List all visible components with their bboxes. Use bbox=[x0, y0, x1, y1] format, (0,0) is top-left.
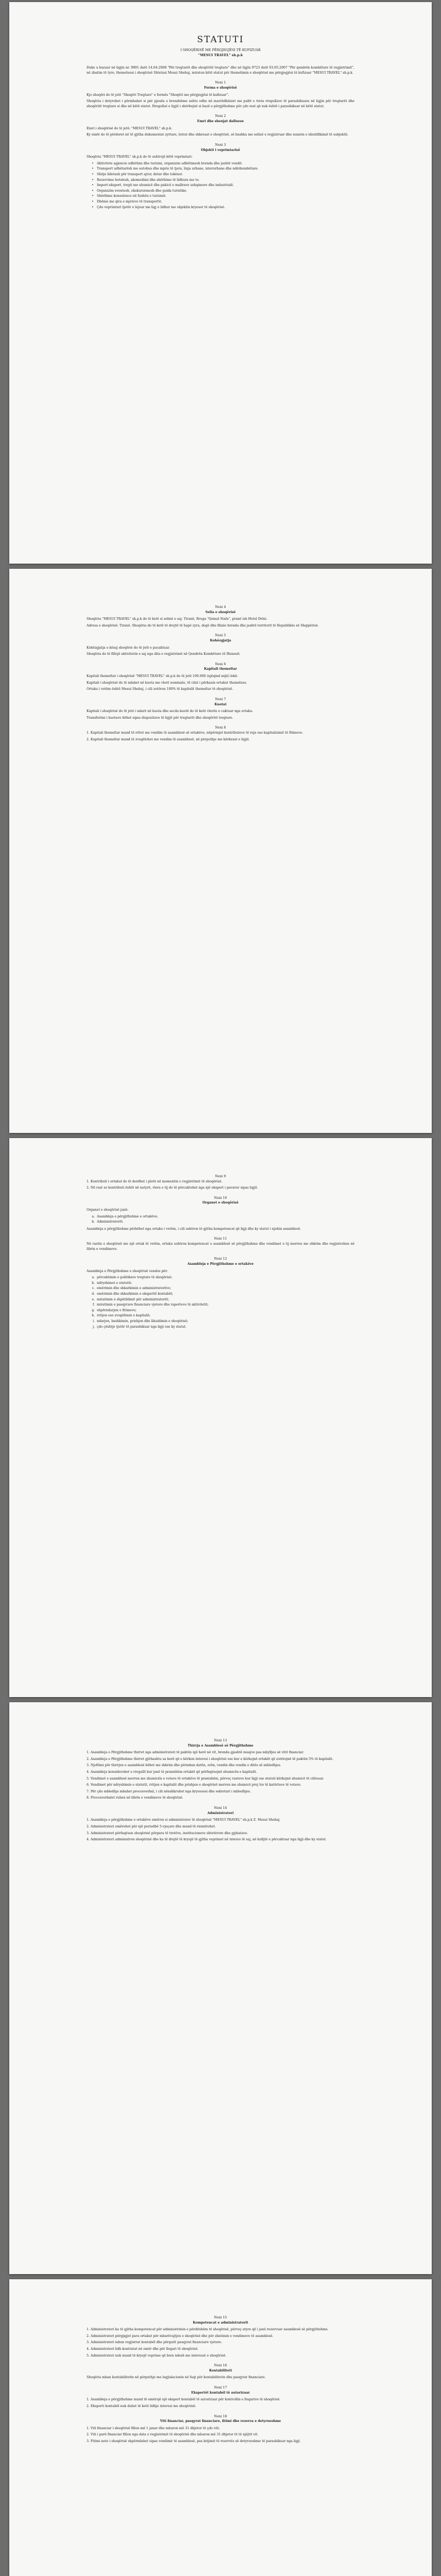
article-section bbox=[87, 1236, 354, 1251]
article-number: Neni 6 bbox=[215, 662, 226, 666]
article-number: Neni 16 bbox=[214, 2364, 227, 2368]
page-5 bbox=[9, 2279, 432, 2576]
article-number: Neni 5 bbox=[215, 634, 226, 638]
article-paragraph: Ortaku i vetëm është Mesui Shehaj, i cili zotëron 100% të kapitalit themeltar të shoqërisë. bbox=[87, 687, 233, 691]
article-title: Selia e shoqërisë bbox=[205, 610, 236, 614]
article-section bbox=[87, 633, 354, 656]
articles-container bbox=[87, 80, 354, 210]
list-item: d. emërimin dhe shkarkimin e ekspertit kontabël; bbox=[96, 1292, 354, 1297]
list-item: j. çdo çështje tjetër të parashikuar nga ligji ose ky statut. bbox=[96, 1325, 354, 1330]
list-item: • Organizim eventesh, ekskursionesh dhe guida turistike. bbox=[96, 189, 354, 194]
article-number: Neni 11 bbox=[214, 1237, 227, 1241]
article-paragraph: Kapitali themeltar i shoqërisë "MESUI TRAVEL" sh.p.k do të jetë 100.000 (njëqind mijë) lekë. bbox=[87, 674, 239, 679]
article-title: Administratori bbox=[207, 1811, 234, 1815]
article-paragraph: 2. Kapitali themeltar mund të zvogëlohet me vendim të asamblesë, në përputhje me kërkesat e ligjit. bbox=[87, 737, 250, 741]
article-paragraph: Shoqëria "MESUI TRAVEL" sh.p.k do të ushtrojë këtë veprimtari: bbox=[87, 155, 193, 159]
article-paragraph: 4. Administratori administron shoqërinë dhe ka të drejtë të kryejë të gjitha veprimet në interes të saj, në kufijtë e përcaktuar nga ligji dhe ky statut. bbox=[87, 1838, 327, 1842]
article-title: Kontabiliteti bbox=[209, 2368, 232, 2372]
articles-container bbox=[87, 1174, 354, 1329]
article-number: Neni 8 bbox=[215, 726, 226, 730]
article-paragraph: 1. Asambleja e Përgjithshme thirret nga administratori të paktën një herë në vit, brenda gjashtë muajve pas mbylljes së vitit financiar. bbox=[87, 1751, 304, 1755]
list-item: • Aktivitete agjencie udhëtimi dhe turizmi, organizim udhëtimesh brenda dhe jashtë vendit. bbox=[96, 161, 354, 166]
list-item: • Import-eksport, tregti me shumicë dhe pakicë e mallrave ushqimore dhe industrialë. bbox=[96, 183, 354, 188]
intro-paragraph: Duke u bazuar në ligjin nr. 9901 datë 14.04.2008 "Për tregtarët dhe shoqëritë tregtare" dhe në ligjin 9723 datë 03.05.2007 "Për qendrën kombëtare të regjistrimit", në zbatim të tyre, themeluesi i shoqërisë Shtetasi Mesui Shehaj, miraton këtë statut për themelimin e shoqërisë me përgjegjësi të kufizuar "MESUI TRAVEL" sh.p.k. bbox=[87, 66, 354, 75]
document bbox=[0, 2, 441, 2576]
article-paragraph: Shoqëria do të fillojë aktivitetin e saj nga dita e regjistrimit në Qendrën Kombëtare të Biznesit. bbox=[87, 652, 241, 656]
article-paragraph: Shoqëria mban kontabilitetin në përputhje me legjislacionin në fuqi për kontabilitetin dhe pasqyrat financiare. bbox=[87, 2376, 266, 2380]
document-title: STATUTI bbox=[197, 35, 244, 45]
article-paragraph: Emri i shoqërisë do të jetë: "MESUI TRAVEL" sh.p.k. bbox=[87, 126, 173, 130]
article-numbered-list bbox=[87, 1214, 354, 1225]
article-number: Neni 10 bbox=[214, 1196, 227, 1200]
article-section bbox=[87, 1174, 354, 1191]
list-item: a. Asambleja e përgjithshme e ortakëve; bbox=[96, 1214, 354, 1219]
article-title: Forma e shoqërisë bbox=[204, 86, 237, 90]
article-title: Kohëzgjatja bbox=[210, 639, 231, 643]
article-section bbox=[87, 1738, 354, 1801]
document-subtitle: I SHOQËRISË ME PËRGJEGJËSI TË KUFIZUAR bbox=[180, 48, 261, 53]
article-paragraph: Asambleja e Përgjithshme e shoqërisë vendos për: bbox=[87, 1269, 168, 1273]
article-section bbox=[87, 143, 354, 210]
page-4 bbox=[9, 1702, 432, 2274]
article-section bbox=[87, 1196, 354, 1232]
article-paragraph: Shoqëria i detyrohet i përmbahet si për pjesën e brendshme ashtu edhe në marrëdhëniet me palët e treta rregullave të parashikuara në ligjin për tregtarët dhe shoqëritë tregtare si dhe në këtë statut. Rregullat e ligjit i shërbejnë si bazë e përgjithshme për çdo rast që nuk është i parashikuar në këtë statut. bbox=[87, 99, 354, 108]
article-paragraph: 2. Eksperti kontabël nuk duhet të ketë lidhje interesi me shoqërinë. bbox=[87, 2404, 196, 2408]
article-paragraph: 7. Për çdo mbledhje mbahet procesverbal, i cili nënshkruhet nga kryesuesi dhe sekretari i mbledhjes. bbox=[87, 1789, 251, 1793]
list-item: • Shitje biletash për transport ajror, detar dhe tokësor. bbox=[96, 172, 354, 177]
article-title: Thirrja e Asamblesë së Përgjithshme bbox=[188, 1743, 253, 1748]
article-paragraph: Kohëzgjatja e kësaj shoqërie do të jetë e pacaktuar. bbox=[87, 646, 170, 650]
article-paragraph: Kjo shoqëri do të jetë "Shoqëri Tregtare" e formës "Shoqëri me përgjegjësi të kufizuar". bbox=[87, 93, 229, 97]
article-paragraph: 1. Asambleja e përgjithshme mund të emërojë një ekspert kontabël të autorizuar për kontrollin e llogarive të shoqërisë. bbox=[87, 2398, 281, 2402]
article-paragraph: Ky emër do të përdoret në të gjitha dokumentat zyrtare, letrat dhe shkresat e shoqërisë, së bashku me selinë e regjistruar dhe numrin e identifikimit të subjektit. bbox=[87, 133, 349, 137]
list-item: • Dhënie me qira e mjeteve të transportit. bbox=[96, 199, 354, 205]
article-section bbox=[87, 80, 354, 109]
list-item: • Rezervime hotelesh, akomodimi dhe shërbime të lidhura me to. bbox=[96, 178, 354, 183]
list-item: e. miratimin e shpërblimit për administratorët; bbox=[96, 1297, 354, 1302]
list-item: a. përcaktimin e politikave tregtare të shoqërisë; bbox=[96, 1275, 354, 1280]
article-number: Neni 15 bbox=[214, 2316, 227, 2319]
article-number: Neni 18 bbox=[214, 2414, 227, 2418]
list-item: • Çdo veprimtari tjetër e lejuar me ligj e lidhur me objektin kryesor të shoqërisë. bbox=[96, 205, 354, 210]
article-paragraph: 3. Administratori mban regjistrat kontabël dhe përgatit pasqyrat financiare vjetore. bbox=[87, 2341, 222, 2345]
article-number: Neni 14 bbox=[214, 1806, 227, 1810]
article-section bbox=[87, 662, 354, 692]
article-title: Kuotat bbox=[214, 702, 227, 706]
list-item: b. Administratorët. bbox=[96, 1219, 354, 1225]
article-title: Ekspertët kontabël të autorizuar bbox=[191, 2391, 250, 2395]
article-paragraph: 3. Administratori përfaqëson shoqërinë përpara të tretëve, institucioneve shtetërore dhe gjykatave. bbox=[87, 1831, 248, 1835]
list-item: i. ndarjen, bashkimin, prishjen dhe likuidimin e shoqërisë; bbox=[96, 1319, 354, 1324]
article-numbered-list bbox=[87, 1275, 354, 1329]
article-paragraph: 1. Asambleja e përgjithshme e ortakëve emëron si administrator të shoqërisë "MESUI TRAVEL" sh.p.k Z. Mesui Shehaj. bbox=[87, 1818, 281, 1822]
page-3 bbox=[9, 1138, 432, 1697]
article-paragraph: Kapitali i shoqërisë do të ndahet në kuota me vlerë nominale, të cilat i përkasin ortakut themelues. bbox=[87, 681, 247, 685]
article-title: Emri dhe shenjat dalluese bbox=[197, 120, 244, 124]
article-paragraph: Shoqëria "MESUI TRAVEL" sh.p.k do të ketë si selinë e saj: Tiranë, Rruga "Qemal Stafa", pranë ish Hotel Drini. bbox=[87, 617, 267, 621]
article-section bbox=[87, 725, 354, 742]
article-paragraph: Në rastin e shoqërisë me një ortak të vetëm, ortaku ushtron kompetencat e asamblesë së përgjithshme dhe vendimet e tij merren me shkrim dhe regjistrohen në librin e vendimeve. bbox=[87, 1242, 354, 1251]
page-1 bbox=[9, 2, 432, 564]
article-paragraph: 4. Asambleja konsiderohet e rregullt kur janë të pranishëm ortakët që përfaqësojnë shumicën e kapitalit. bbox=[87, 1770, 257, 1774]
article-number: Neni 3 bbox=[215, 143, 226, 147]
article-paragraph: Organet e shoqërisë janë: bbox=[87, 1208, 128, 1212]
article-paragraph: Asambleja e përgjithshme përbëhet nga ortaku i vetëm, i cili ushtron të gjitha kompetencat që ligji dhe ky statut i njohin asamblesë. bbox=[87, 1227, 301, 1231]
articles-container bbox=[87, 2315, 354, 2444]
article-paragraph: 5. Vendimet e asamblesë merren me shumicën e votave të ortakëve të pranishëm, përveç rasteve kur ligji ose statuti kërkojnë shumicë të cilësuar. bbox=[87, 1776, 324, 1781]
article-paragraph: Kapitali i shoqërisë do të jetë i ndarë në kuota dhe secila kuotë do të ketë vlerën e caktuar nga ortaku. bbox=[87, 709, 253, 714]
article-paragraph: 6. Vendimet për ndryshimin e statutit, rritjen e kapitalit dhe prishjen e shoqërisë merren me shumicë prej tre të katërtave të votave. bbox=[87, 1783, 301, 1787]
articles-container bbox=[87, 605, 354, 742]
article-paragraph: 4. Administratori lidh kontratat në emër dhe për llogari të shoqërisë. bbox=[87, 2347, 199, 2351]
article-paragraph: 1. Kontributi i ortakut do të derdhet i plotë në momentin e regjistrimit të shoqërisë. bbox=[87, 1179, 223, 1183]
article-paragraph: 3. Fitimi neto i shoqërisë shpërndahet sipas vendimit të asamblesë, pas krijimit të rezervës së detyrueshme të parashikuar nga ligji. bbox=[87, 2439, 301, 2443]
article-number: Neni 13 bbox=[214, 1739, 227, 1742]
article-number: Neni 12 bbox=[214, 1257, 227, 1261]
article-paragraph: 2. Viti i parë financiar fillon nga data e regjistrimit të shoqërisë dhe mbaron më 31 dhjetor të të njëjtit vit. bbox=[87, 2433, 259, 2437]
article-title: Viti financiar, pasqyrat financiare, fitimi dhe rezerva e detyrueshme bbox=[160, 2419, 281, 2424]
article-title: Kapitali themeltar bbox=[203, 667, 238, 671]
article-number: Neni 2 bbox=[215, 114, 226, 118]
list-item: h. rritjen ose zvogëlimin e kapitalit; bbox=[96, 1313, 354, 1318]
company-name: "MESUI TRAVEL" sh.p.k bbox=[198, 53, 243, 58]
article-number: Neni 4 bbox=[215, 605, 226, 609]
article-paragraph: 2. Asambleja e Përgjithshme thirret gjithashtu sa herë që e kërkon interesi i shoqërisë ose kur e kërkojnë ortakët që zotërojnë të paktën 5% të kapitalit. bbox=[87, 1757, 333, 1761]
article-section bbox=[87, 2414, 354, 2444]
list-item: • Shërbime konsulence në fushën e turizmit. bbox=[96, 194, 354, 199]
article-section bbox=[87, 1806, 354, 1842]
article-title: Organet e shoqërisë bbox=[202, 1201, 239, 1205]
article-paragraph: 2. Administratori emërohet për një periudhë 5-vjeçare dhe mund të riemërohet. bbox=[87, 1824, 216, 1828]
article-paragraph: 2. Administratori përgjigjet para ortakut për mbarëvajtjen e shoqërisë dhe për zbatimin e vendimeve të asamblesë. bbox=[87, 2334, 274, 2338]
list-item: • Transport udhëtarësh me autobus dhe mjete të tjera, linja urbane, interurbane dhe ndërkombëtare. bbox=[96, 166, 354, 172]
article-title: Objekti i veprimtarisë bbox=[201, 148, 240, 152]
article-section bbox=[87, 114, 354, 137]
article-number: Neni 9 bbox=[215, 1175, 226, 1178]
article-number: Neni 7 bbox=[215, 697, 226, 701]
list-item: c. emërimin dhe shkarkimin e administratorëve; bbox=[96, 1286, 354, 1291]
article-paragraph: 3. Njoftimi për thirrjen e asamblesë bëhet me shkrim dhe përmban datën, orën, vendin dhe rendin e ditës së mbledhjes. bbox=[87, 1764, 281, 1768]
article-title: Kompetencat e administratorit bbox=[193, 2320, 248, 2325]
article-paragraph: 2. Në rast se kontributi është në natyrë, vlera e tij do të përcaktohet nga një ekspert i pavarur sipas ligjit. bbox=[87, 1186, 258, 1190]
article-number: Neni 1 bbox=[215, 81, 226, 85]
article-paragraph: Adresa e shoqërisë: Tiranë. Shoqëria do të ketë të drejtë të hapë zyra, degë dhe filiale brenda dhe jashtë territorit të Republikës së Shqipërisë. bbox=[87, 623, 319, 628]
article-section bbox=[87, 2315, 354, 2358]
article-section bbox=[87, 1257, 354, 1329]
article-paragraph: 1. Kapitali themeltar mund të rritet me vendim të asamblesë së ortakëve, nëpërmjet kontributeve të reja ose kapitalizimit të fitimeve. bbox=[87, 731, 303, 735]
list-item: f. miratimin e pasqyrave financiare vjetore dhe raporteve të aktivitetit; bbox=[96, 1302, 354, 1308]
article-paragraph: 8. Procesverbalet ruhen në librin e vendimeve të shoqërisë. bbox=[87, 1796, 183, 1800]
article-paragraph: 1. Viti financiar i shoqërisë fillon më 1 janar dhe mbaron më 31 dhjetor të çdo viti. bbox=[87, 2426, 220, 2430]
article-paragraph: 5. Administratori nuk mund të kryejë veprime që bien ndesh me interesat e shoqërisë. bbox=[87, 2353, 227, 2358]
list-item: b. ndryshimet e statutit; bbox=[96, 1281, 354, 1286]
article-number: Neni 17 bbox=[214, 2386, 227, 2390]
article-section bbox=[87, 697, 354, 720]
article-paragraph: 1. Administratori ka të gjitha kompetencat për administrimin e përditshëm të shoqërisë, përveç atyre që i janë rezervuar asamblesë së përgjithshme. bbox=[87, 2328, 329, 2332]
article-section bbox=[87, 2363, 354, 2380]
article-section bbox=[87, 2385, 354, 2409]
article-bullet-list bbox=[87, 161, 354, 210]
list-item: g. shpërndarjen e fitimeve; bbox=[96, 1308, 354, 1313]
articles-container bbox=[87, 1738, 354, 1842]
article-section bbox=[87, 605, 354, 628]
article-paragraph: Transferimi i kuotave bëhet sipas dispozitave të ligjit për tregtarët dhe shoqëritë tregtare. bbox=[87, 716, 233, 720]
article-title: Asambleja e Përgjithshme e ortakëve bbox=[187, 1262, 254, 1266]
page-2 bbox=[9, 569, 432, 1133]
